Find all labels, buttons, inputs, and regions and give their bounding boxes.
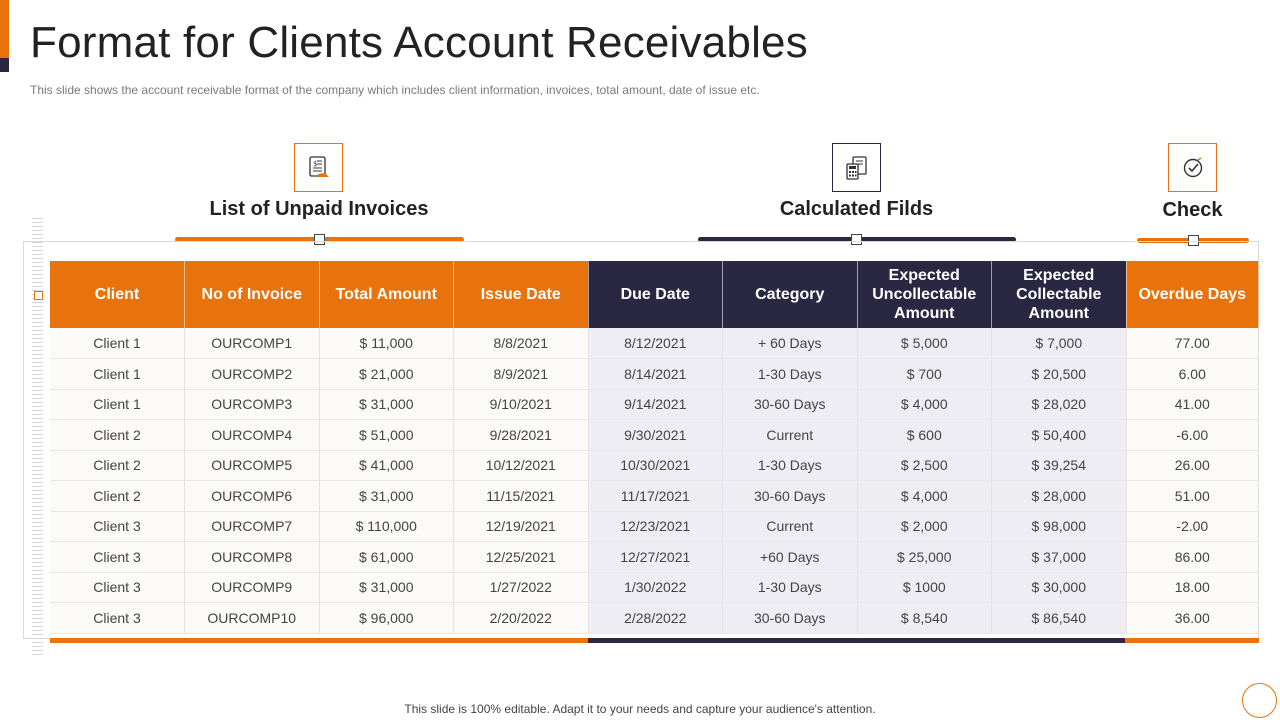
cell-due-date: 8/14/2021 (588, 359, 723, 390)
svg-text:$: $ (312, 159, 317, 168)
table-base-line-navy (588, 638, 1125, 643)
section-label-calculated-fields: Calculated Filds (779, 198, 934, 220)
cell-expected-collectable: $ 28,020 (992, 389, 1127, 420)
cell-issue-date: 1/27/2022 (454, 572, 589, 603)
frame-resize-handle[interactable] (34, 291, 43, 300)
cell-invoice-no: OURCOMP5 (185, 450, 320, 481)
cell-issue-date: 2/20/2022 (454, 603, 589, 634)
column-header-expected-collectable[interactable]: Expected Collectable Amount (992, 261, 1127, 328)
cell-invoice-no: OURCOMP9 (185, 572, 320, 603)
cell-category: + 60 Days (723, 328, 858, 359)
table-row[interactable] (50, 389, 1259, 420)
table-row[interactable] (50, 511, 1259, 542)
cell-client: Client 3 (50, 572, 185, 603)
cell-expected-uncollectable: $ 25,000 (857, 542, 992, 573)
vertical-ruler (32, 218, 43, 658)
cell-due-date: 2/28/2022 (588, 603, 723, 634)
cell-expected-collectable: $ 20,500 (992, 359, 1127, 390)
cell-category: +60 Days (723, 542, 858, 573)
cell-due-date: 9/30/2021 (588, 420, 723, 451)
cell-due-date: 1/30/2022 (588, 572, 723, 603)
cell-invoice-no: OURCOMP3 (185, 389, 320, 420)
cell-client: Client 1 (50, 328, 185, 359)
cell-client: Client 3 (50, 542, 185, 573)
cell-issue-date: 12/19/2021 (454, 511, 589, 542)
cell-invoice-no: OURCOMP4 (185, 420, 320, 451)
column-header-overdue-days[interactable]: Overdue Days (1126, 261, 1259, 328)
cell-issue-date: 8/9/2021 (454, 359, 589, 390)
cell-total-amount: $ 31,000 (319, 389, 454, 420)
corner-circle-decoration (1242, 683, 1277, 718)
cell-overdue-days: 41.00 (1126, 389, 1259, 420)
cell-overdue-days: 77.00 (1126, 328, 1259, 359)
section-label-check: Check (1162, 199, 1223, 221)
cell-overdue-days: 86.00 (1126, 542, 1259, 573)
table-header-row (50, 261, 1259, 328)
cell-issue-date: 11/15/2021 (454, 481, 589, 512)
title-accent-bar-dark (0, 58, 9, 72)
table-row[interactable] (50, 481, 1259, 512)
column-header-client[interactable]: Client (50, 261, 185, 328)
cell-client: Client 1 (50, 359, 185, 390)
cell-due-date: 12/23/2021 (588, 511, 723, 542)
cell-overdue-days: -2.00 (1126, 511, 1259, 542)
table-base-line-orange (50, 638, 588, 643)
column-header-total-amount[interactable]: Total Amount (319, 261, 454, 328)
table-row[interactable] (50, 420, 1259, 451)
cell-expected-collectable: $ 98,000 (992, 511, 1127, 542)
cell-category: 1-30 Days (723, 572, 858, 603)
cell-invoice-no: OURCOMP7 (185, 511, 320, 542)
cell-expected-collectable: $ 30,000 (992, 572, 1127, 603)
calculator-document-icon (832, 143, 881, 192)
cell-total-amount: $ 11,000 (319, 328, 454, 359)
cell-due-date: 12/27/2021 (588, 542, 723, 573)
cell-due-date: 10/30/2021 (588, 450, 723, 481)
cell-expected-uncollectable: $ 2,000 (857, 511, 992, 542)
table-row[interactable] (50, 359, 1259, 390)
checkmark-circle-icon (1168, 143, 1217, 192)
cell-overdue-days: -6.00 (1126, 420, 1259, 451)
cell-issue-date: 12/25/2021 (454, 542, 589, 573)
section-label-unpaid-invoices: List of Unpaid Invoices (209, 198, 429, 220)
cell-expected-collectable: $ 28,000 (992, 481, 1127, 512)
cell-due-date: 9/14/2021 (588, 389, 723, 420)
cell-due-date: 11/17/2021 (588, 481, 723, 512)
cell-invoice-no: OURCOMP1 (185, 328, 320, 359)
cell-total-amount: $ 51,000 (319, 420, 454, 451)
cell-expected-collectable: $ 7,000 (992, 328, 1127, 359)
table-row[interactable] (50, 572, 1259, 603)
cell-invoice-no: OURCOMP2 (185, 359, 320, 390)
column-header-category[interactable]: Category (723, 261, 858, 328)
cell-expected-collectable: $ 50,400 (992, 420, 1127, 451)
cell-issue-date: 9/28/2021 (454, 420, 589, 451)
cell-issue-date: 10/12/2021 (454, 450, 589, 481)
cell-client: Client 2 (50, 481, 185, 512)
cell-expected-uncollectable: $ 2,500 (857, 450, 992, 481)
page-title: Format for Clients Account Receivables (30, 18, 808, 67)
cell-overdue-days: 36.00 (1126, 603, 1259, 634)
cell-expected-uncollectable: $ 4,000 (857, 481, 992, 512)
title-accent-bar (0, 0, 9, 58)
table-row[interactable] (50, 450, 1259, 481)
cell-expected-collectable: $ 37,000 (992, 542, 1127, 573)
cell-client: Client 2 (50, 450, 185, 481)
column-header-invoice-no[interactable]: No of Invoice (185, 261, 320, 328)
cell-expected-collectable: $ 86,540 (992, 603, 1127, 634)
column-header-due-date[interactable]: Due Date (588, 261, 723, 328)
cell-category: Current (723, 511, 858, 542)
footer-note: This slide is 100% editable. Adapt it to your needs and capture your audience's attention. (404, 702, 876, 716)
column-header-expected-uncollectable[interactable]: Expected Uncollectable Amount (857, 261, 992, 328)
cell-overdue-days: 26.00 (1126, 450, 1259, 481)
cell-expected-collectable: $ 39,254 (992, 450, 1127, 481)
cell-client: Client 2 (50, 420, 185, 451)
cell-client: Client 1 (50, 389, 185, 420)
cell-total-amount: $ 31,000 (319, 481, 454, 512)
cell-due-date: 8/12/2021 (588, 328, 723, 359)
cell-invoice-no: OURCOMP6 (185, 481, 320, 512)
cell-overdue-days: 18.00 (1126, 572, 1259, 603)
invoice-receipt-icon (294, 143, 343, 192)
cell-issue-date: 9/10/2021 (454, 389, 589, 420)
table-body (50, 328, 1259, 633)
cell-total-amount: $ 41,000 (319, 450, 454, 481)
cell-expected-uncollectable: $ 4,000 (857, 389, 992, 420)
cell-total-amount: $ 110,000 (319, 511, 454, 542)
cell-invoice-no: OURCOMP8 (185, 542, 320, 573)
cell-expected-uncollectable: $ 5,000 (857, 328, 992, 359)
cell-issue-date: 8/8/2021 (454, 328, 589, 359)
table-base-line-orange-end (1125, 638, 1259, 643)
cell-expected-uncollectable: $ 1000 (857, 572, 992, 603)
page-subtitle: This slide shows the account receivable format of the company which includes client information, invoices, total amount, date of issue etc. (30, 83, 760, 97)
cell-client: Client 3 (50, 603, 185, 634)
cell-category: 1-30 Days (723, 359, 858, 390)
cell-total-amount: $ 96,000 (319, 603, 454, 634)
cell-expected-uncollectable: $ 700 (857, 359, 992, 390)
cell-total-amount: $ 61,000 (319, 542, 454, 573)
cell-category: 30-60 Days (723, 603, 858, 634)
cell-expected-uncollectable: $ 8,540 (857, 603, 992, 634)
cell-category: 1-30 Days (723, 450, 858, 481)
cell-category: 30-60 Days (723, 481, 858, 512)
cell-invoice-no: OURCOMP10 (185, 603, 320, 634)
cell-category: 30-60 Days (723, 389, 858, 420)
table-row[interactable] (50, 542, 1259, 573)
receivables-table (50, 261, 1259, 634)
cell-expected-uncollectable: $ 600 (857, 420, 992, 451)
column-header-issue-date[interactable]: Issue Date (454, 261, 589, 328)
table-row[interactable] (50, 328, 1259, 359)
cell-category: Current (723, 420, 858, 451)
cell-total-amount: $ 21,000 (319, 359, 454, 390)
cell-overdue-days: 6.00 (1126, 359, 1259, 390)
table-row[interactable] (50, 603, 1259, 634)
cell-total-amount: $ 31,000 (319, 572, 454, 603)
cell-client: Client 3 (50, 511, 185, 542)
cell-overdue-days: 51.00 (1126, 481, 1259, 512)
